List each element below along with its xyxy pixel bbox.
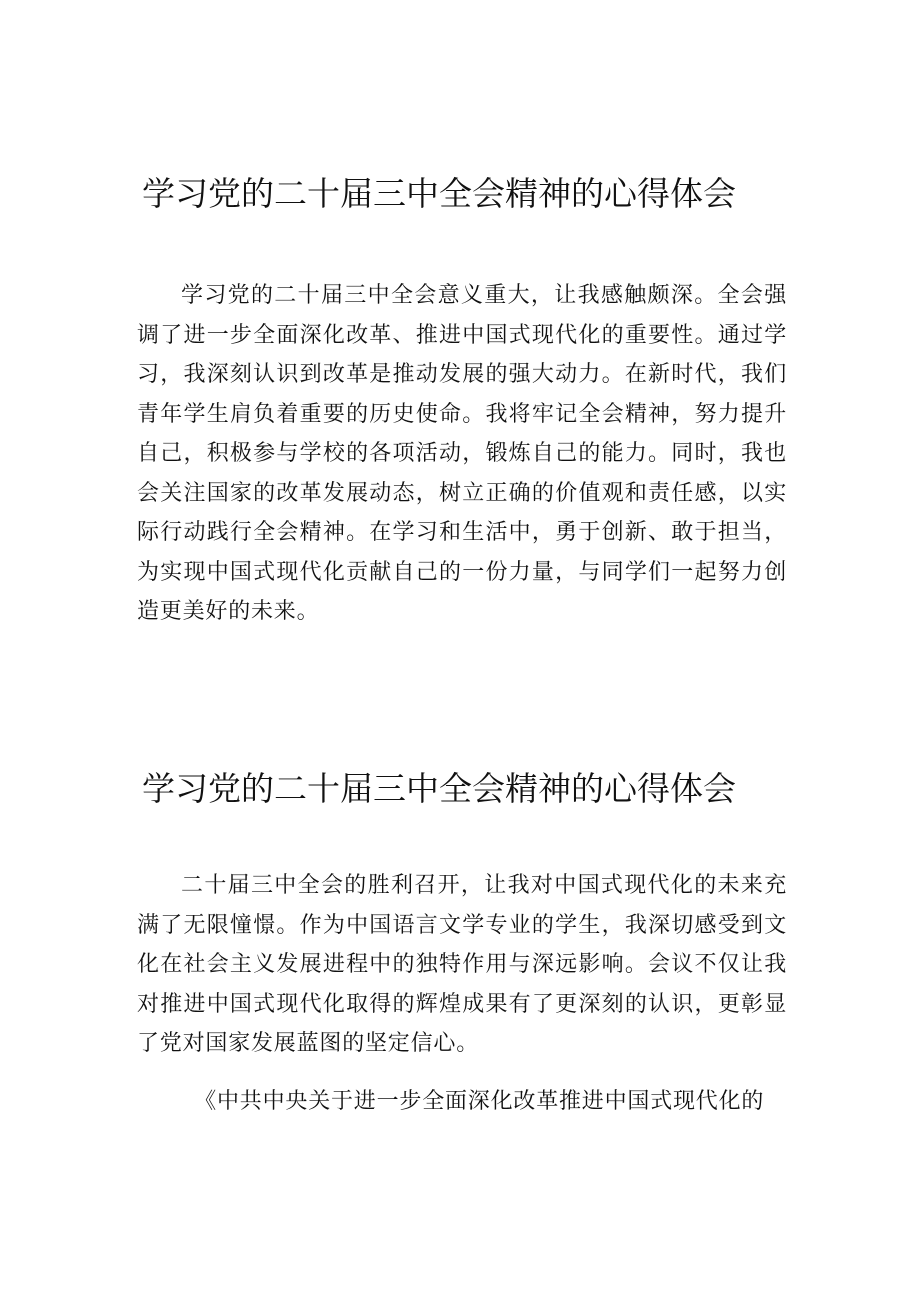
section-2-paragraph-2: 《中共中央关于进一步全面深化改革推进中国式现代化的: [194, 1088, 765, 1114]
section-2-heading: 学习党的二十届三中全会精神的心得体会: [142, 769, 736, 808]
section-1-body: [137, 276, 787, 632]
section-1-paragraph-1: 学习党的二十届三中全会意义重大，让我感触颇深。全会强调了进一步全面深化改革、推进中国式现代化的重要性。通过学习，我深刻认识到改革是推动发展的强大动力。在新时代，我们青年学生肩负着重要的历史使命。我将牢记全会精神，努力提升自己，积极参与学校的各项活动，锻炼自己的能力。同时，我也会关注国家的改革发展动态，树立正确的价值观和责任感，以实际行动践行全会精神。在学习和生活中，勇于创新、敢于担当，为实现中国式现代化贡献自己的一份力量，与同学们一起努力创造更美好的未来。: [137, 283, 787, 624]
section-2-body: [137, 866, 787, 1121]
section-2-paragraph-1: 二十届三中全会的胜利召开，让我对中国式现代化的未来充满了无限憧憬。作为中国语言文学专业的学生，我深切感受到文化在社会主义发展进程中的独特作用与深远影响。会议不仅让我对推进中国式现代化取得的辉煌成果有了更深刻的认识，更彰显了党对国家发展蓝图的坚定信心。: [137, 873, 787, 1056]
section-1-heading: 学习党的二十届三中全会精神的心得体会: [142, 174, 736, 213]
